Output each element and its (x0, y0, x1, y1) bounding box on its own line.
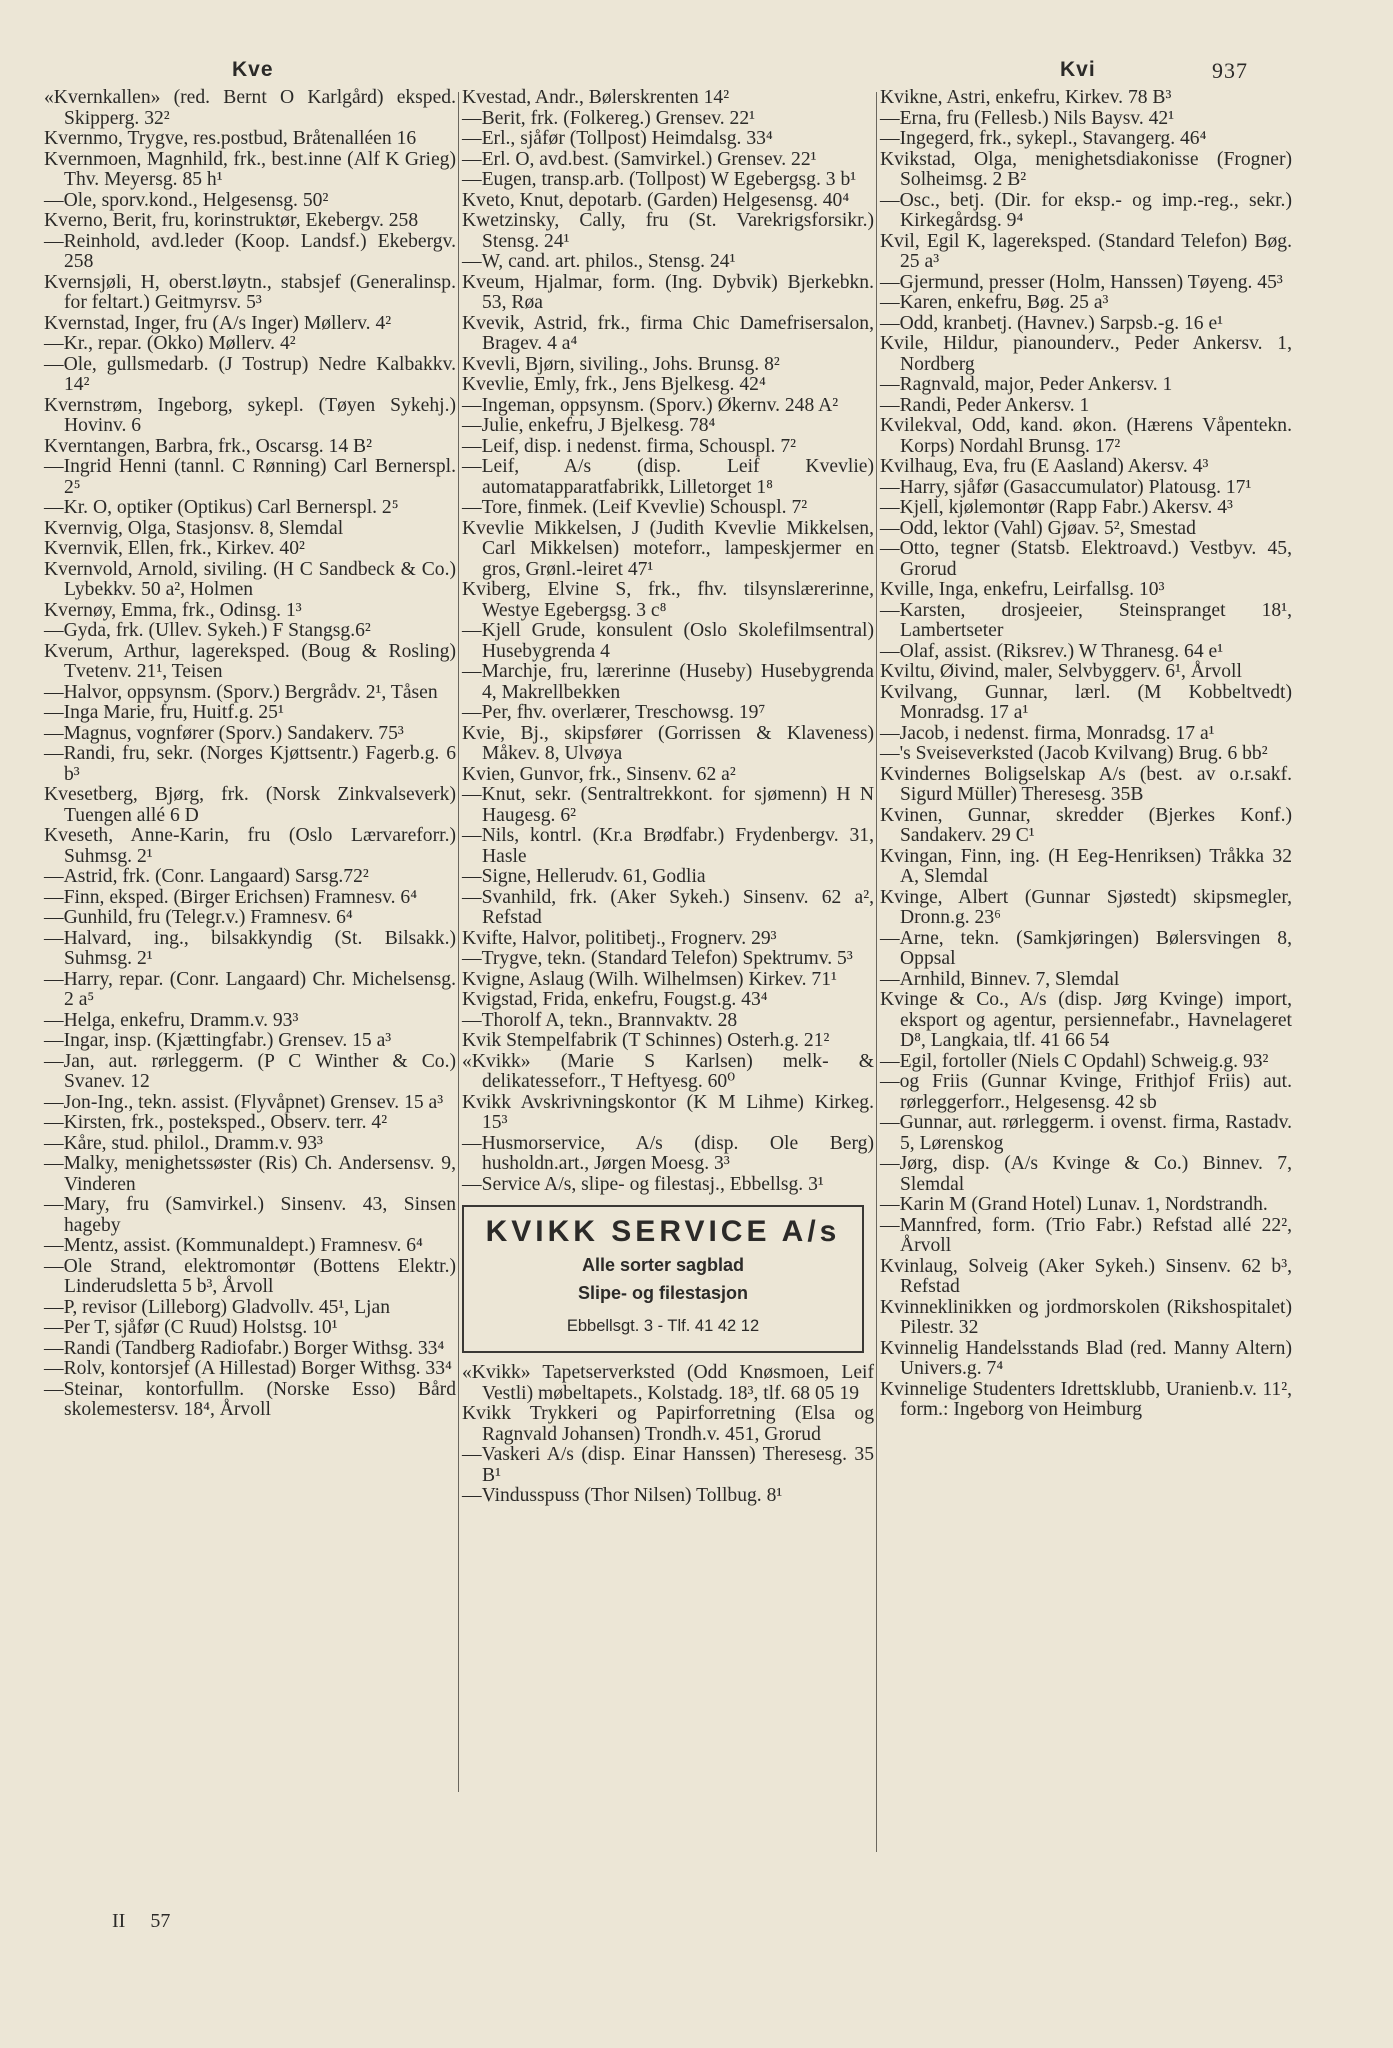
directory-entry: —Erl. O, avd.best. (Samvirkel.) Grensev. 22¹ (462, 148, 817, 170)
directory-entry: —Marchje, fru, lærerinne (Huseby) Husebygrenda 4, Makrellbekken (462, 661, 874, 703)
directory-entry: —Olaf, assist. (Riksrev.) W Thranesg. 64 e¹ (880, 640, 1224, 662)
directory-entry: —Odd, lektor (Vahl) Gjøav. 5², Smestad (880, 517, 1196, 539)
directory-entry: —Odd, kranbetj. (Havnev.) Sarpsb.-g. 16 e¹ (880, 312, 1224, 334)
directory-entry: —Service A/s, slipe- og filestasj., Ebbellsg. 3¹ (462, 1173, 824, 1195)
directory-entry: —Husmorservice, A/s (disp. Ole Berg) husholdn.art., Jørgen Moesg. 3³ (462, 1132, 874, 1174)
directory-entry: Kvien, Gunvor, frk., Sinsenv. 62 a² (462, 763, 736, 785)
directory-entry: —Ole Strand, elektromontør (Bottens Elektr.) Linderudsletta 5 b³, Årvoll (44, 1255, 456, 1297)
directory-entry: Kvifte, Halvor, politibetj., Frognerv. 29³ (462, 927, 777, 949)
directory-entry: «Kvernkallen» (red. Bernt O Karlgård) eksped. Skipperg. 32² (44, 87, 456, 129)
directory-entry: Kvilvang, Gunnar, lærl. (M Kobbeltvedt) Monradsg. 17 a¹ (880, 681, 1292, 723)
directory-entry: —Gjermund, presser (Holm, Hanssen) Tøyeng. 45³ (880, 271, 1283, 293)
directory-entry: —Leif, disp. i nedenst. firma, Schouspl. 7² (462, 435, 797, 457)
directory-entry: Kvernøy, Emma, frk., Odinsg. 1³ (44, 599, 302, 621)
directory-entry: —Erna, fru (Fellesb.) Nils Baysv. 42¹ (880, 107, 1175, 129)
directory-entry: Kvikstad, Olga, menighetsdiakonisse (Frogner) Solheimsg. 2 B² (880, 148, 1292, 190)
directory-entry: —Kjell Grude, konsulent (Oslo Skolefilmsentral) Husebygrenda 4 (462, 620, 874, 662)
directory-entry: Kvinneklinikken og jordmorskolen (Rikshospitalet) Pilestr. 32 (880, 1296, 1292, 1338)
directory-entry: Kvevik, Astrid, frk., firma Chic Damefrisersalon, Bragev. 4 a⁴ (462, 312, 874, 354)
directory-entry: Kvernmo, Trygve, res.postbud, Bråtenalléen 16 (44, 128, 417, 149)
directory-entry: Kvestad, Andr., Bølerskrenten 14² (462, 87, 730, 108)
directory-entry: —Nils, kontrl. (Kr.a Brødfabr.) Frydenbergv. 31, Hasle (462, 825, 874, 867)
directory-entry: —Mary, fru (Samvirkel.) Sinsenv. 43, Sinsen hageby (44, 1194, 456, 1236)
directory-entry: —Randi, fru, sekr. (Norges Kjøttsentr.) Fagerb.g. 6 b³ (44, 743, 456, 785)
directory-entry: —Ingar, insp. (Kjættingfabr.) Grensev. 15 a³ (44, 1030, 392, 1051)
directory-entry: —Trygve, tekn. (Standard Telefon) Spektrumv. 5³ (462, 948, 853, 969)
header-left: Kve (232, 58, 274, 81)
directory-entry: —Erl., sjåfør (Tollpost) Heimdalsg. 33⁴ (462, 128, 773, 149)
directory-entry: Kville, Inga, enkefru, Leirfallsg. 10³ (880, 579, 1165, 600)
directory-entry: —Vindusspuss (Thor Nilsen) Tollbug. 8¹ (462, 1485, 783, 1506)
directory-entry: —Karen, enkefru, Bøg. 25 a³ (880, 292, 1109, 313)
directory-entry: Kvikk Avskrivningskontor (K M Lihme) Kirkeg. 15³ (462, 1091, 874, 1133)
directory-entry: —Jan, aut. rørleggerm. (P C Winther & Co.) Svanev. 12 (44, 1050, 456, 1092)
directory-entry: —Ingrid Henni (tannl. C Rønning) Carl Bernerspl. 2⁵ (44, 456, 456, 498)
directory-entry: —Kåre, stud. philol., Dramm.v. 93³ (44, 1132, 323, 1154)
directory-entry: —Harry, repar. (Conr. Langaard) Chr. Michelsensg. 2 a⁵ (44, 968, 456, 1010)
directory-entry: Kvil, Egil K, lagereksped. (Standard Telefon) Bøg. 25 a³ (880, 230, 1292, 272)
directory-entry: —Signe, Hellerudv. 61, Godlia (462, 866, 706, 887)
directory-entry: Kvindernes Boligselskap A/s (best. av o.r.sakf. Sigurd Müller) Theresesg. 35B (880, 763, 1292, 805)
directory-entry: —Osc., betj. (Dir. for eksp.- og imp.-reg., sekr.) Kirkegårdsg. 9⁴ (880, 189, 1292, 231)
directory-entry: —Jørg, disp. (A/s Kvinge & Co.) Binnev. 7, Slemdal (880, 1153, 1292, 1195)
directory-entry: —W, cand. art. philos., Stensg. 24¹ (462, 251, 736, 272)
directory-entry: —Astrid, frk. (Conr. Langaard) Sarsg.72² (44, 866, 369, 887)
directory-entry: Kvevlie, Emly, frk., Jens Bjelkesg. 42⁴ (462, 374, 766, 395)
directory-entry: —Mentz, assist. (Kommunaldept.) Framnesv. 6⁴ (44, 1235, 423, 1256)
advertisement-box (462, 1205, 864, 1353)
directory-entry: Kvie, Bj., skipsfører (Gorrissen & Klaveness) Måkev. 8, Ulvøya (462, 722, 874, 764)
ad-line-2: Slipe- og filestasjon (577, 1283, 749, 1303)
directory-entry: Kvernmoen, Magnhild, frk., best.inne (Alf K Grieg) Thv. Meyersg. 85 h¹ (44, 148, 456, 190)
directory-entry: Kverno, Berit, fru, korinstruktør, Ekebergv. 258 (44, 210, 419, 231)
directory-entry: Kvile, Hildur, pianounderv., Peder Ankersv. 1, Nordberg (880, 333, 1292, 375)
directory-entry: —og Friis (Gunnar Kvinge, Frithjof Friis) aut. rørleggerforr., Helgesensg. 42 sb (880, 1071, 1292, 1113)
directory-entry: —Vaskeri A/s (disp. Einar Hanssen) Theresesg. 35 B¹ (462, 1444, 874, 1486)
directory-entry: Kvinge, Albert (Gunnar Sjøstedt) skipsmegler, Dronn.g. 23⁶ (880, 886, 1292, 928)
directory-entry: —Kr., repar. (Okko) Møllerv. 4² (44, 333, 296, 354)
directory-entry: —'s Sveiseverksted (Jacob Kvilvang) Brug. 6 bb² (880, 743, 1268, 764)
directory-entry: —P, revisor (Lilleborg) Gladvollv. 45¹, Ljan (44, 1296, 390, 1318)
directory-entry: —Thorolf A, tekn., Brannvaktv. 28 (462, 1009, 738, 1031)
directory-entry: —Ole, gullsmedarb. (J Tostrup) Nedre Kalbakkv. 14² (44, 353, 456, 395)
ad-contact: Ebbellsgt. 3 - Tlf. 41 42 12 (566, 1317, 760, 1335)
directory-entry: Kvingan, Finn, ing. (H Eeg-Henriksen) Tråkka 32 A, Slemdal (880, 845, 1292, 887)
directory-entry: —Gunhild, fru (Telegr.v.) Framnesv. 6⁴ (44, 907, 353, 928)
directory-entry: Kvinen, Gunnar, skredder (Bjerkes Konf.) Sandakerv. 29 C¹ (880, 804, 1292, 846)
directory-entry: —Gunnar, aut. rørleggerm. i ovenst. firma, Rastadv. 5, Lørenskog (880, 1112, 1292, 1154)
column-2 (462, 88, 874, 1507)
directory-entry: —Berit, frk. (Folkereg.) Grensev. 22¹ (462, 107, 755, 129)
directory-entry: Kviltu, Øivind, maler, Selvbyggerv. 6¹, Årvoll (880, 661, 1242, 682)
directory-entry: Kvigne, Aslaug (Wilh. Wilhelmsen) Kirkev. 71¹ (462, 968, 837, 990)
footer-signature: II 57 (112, 1910, 171, 1932)
directory-entry: Kvevli, Bjørn, siviling., Johs. Brunsg. 8² (462, 353, 780, 375)
directory-entry: Kveseth, Anne-Karin, fru (Oslo Lærvareforr.) Suhmsg. 2¹ (44, 825, 456, 867)
column-2-entries (462, 88, 874, 1195)
directory-entry: Kvilekval, Odd, kand. økon. (Hærens Våpentekn. Korps) Nordahl Brunsg. 17² (880, 415, 1292, 457)
directory-entry: Kvernvik, Ellen, frk., Kirkev. 40² (44, 538, 305, 559)
directory-entry: Kvernstrøm, Ingeborg, sykepl. (Tøyen Sykehj.) Hovinv. 6 (44, 394, 456, 436)
directory-entry: —Eugen, transp.arb. (Tollpost) W Egebergsg. 3 b¹ (462, 169, 857, 190)
directory-entry: —Rolv, kontorsjef (A Hillestad) Borger Withsg. 33⁴ (44, 1358, 452, 1379)
column-2-entries-lower (462, 1363, 874, 1507)
directory-entry: Kvernvig, Olga, Stasjonsv. 8, Slemdal (44, 517, 344, 539)
directory-entry: —Finn, eksped. (Birger Erichsen) Framnesv. 6⁴ (44, 886, 418, 908)
ad-line-1: Alle sorter sagblad (581, 1255, 745, 1275)
directory-entry: —Steinar, kontorfullm. (Norske Esso) Bård skolemestersv. 18⁴, Årvoll (44, 1378, 456, 1420)
column-rule-1 (458, 92, 459, 1792)
column-rule-2 (876, 92, 877, 1852)
directory-entry: Kvigstad, Frida, enkefru, Fougst.g. 43⁴ (462, 989, 768, 1010)
directory-entry: —Kirsten, frk., posteksped., Observ. terr. 4² (44, 1112, 388, 1133)
directory-entry: —Per, fhv. overlærer, Treschowsg. 19⁷ (462, 702, 766, 723)
directory-entry: —Kr. O, optiker (Optikus) Carl Bernerspl. 2⁵ (44, 497, 399, 518)
directory-entry: —Gyda, frk. (Ullev. Sykeh.) F Stangsg.6² (44, 620, 371, 641)
directory-entry: —Ingeman, oppsynsm. (Sporv.) Økernv. 248 A² (462, 394, 839, 416)
directory-entry: —Mannfred, form. (Trio Fabr.) Refstad allé 22², Årvoll (880, 1214, 1292, 1256)
column-1 (44, 88, 456, 1421)
directory-entry: —Karin M (Grand Hotel) Lunav. 1, Nordstrandh. (880, 1194, 1268, 1215)
column-3 (880, 88, 1292, 1421)
directory-entry: —Magnus, vognfører (Sporv.) Sandakerv. 75³ (44, 722, 404, 744)
directory-entry: Kviberg, Elvine S, frk., fhv. tilsynslærerinne, Westye Egebergsg. 3 c⁸ (462, 579, 874, 621)
directory-entry: Kvik Stempelfabrik (T Schinnes) Osterh.g. 21² (462, 1030, 830, 1051)
header-mid: Kvi (1060, 58, 1096, 81)
directory-entry: —Leif, A/s (disp. Leif Kvevlie) automatapparatfabrikk, Lilletorget 1⁸ (462, 456, 874, 498)
directory-entry: —Arnhild, Binnev. 7, Slemdal (880, 968, 1120, 990)
directory-entry: —Malky, menighetssøster (Ris) Ch. Andersensv. 9, Vinderen (44, 1153, 456, 1195)
directory-entry: —Randi (Tandberg Radiofabr.) Borger Withsg. 33⁴ (44, 1337, 445, 1359)
directory-entry: Kverntangen, Barbra, frk., Oscarsg. 14 B² (44, 435, 372, 457)
directory-entry: —Halvor, oppsynsm. (Sporv.) Bergrådv. 2¹, Tåsen (44, 681, 438, 703)
directory-entry: —Tore, finmek. (Leif Kvevlie) Schouspl. 7² (462, 497, 808, 518)
directory-entry: Kvernsjøli, H, oberst.løytn., stabsjef (Generalinsp. for feltart.) Geitmyrsv. 5³ (44, 271, 456, 313)
directory-entry: —Arne, tekn. (Samkjøringen) Bølersvingen 8, Oppsal (880, 927, 1292, 969)
directory-entry: Kvevlie Mikkelsen, J (Judith Kvevlie Mikkelsen, Carl Mikkelsen) moteforr., lampeskjermer en gros, Grønl.-leiret 47¹ (462, 517, 874, 580)
directory-entry: Kvilhaug, Eva, fru (E Aasland) Akersv. 4³ (880, 456, 1209, 477)
directory-entry: —Reinhold, avd.leder (Koop. Landsf.) Ekebergv. 258 (44, 230, 456, 272)
directory-entry: —Svanhild, frk. (Aker Sykeh.) Sinsenv. 62 a², Refstad (462, 886, 874, 928)
directory-entry: Kvernstad, Inger, fru (A/s Inger) Møllerv. 4² (44, 312, 392, 334)
directory-entry: —Karsten, drosjeeier, Steinspranget 18¹, Lambertseter (880, 599, 1292, 641)
directory-entry: —Randi, Peder Ankersv. 1 (880, 394, 1090, 416)
directory-entry: Kvikk Trykkeri og Papirforretning (Elsa og Ragnvald Johansen) Trondh.v. 451, Grorud (462, 1403, 874, 1445)
directory-entry: —Harry, sjåfør (Gasaccumulator) Platousg. 17¹ (880, 476, 1252, 498)
directory-entry: —Knut, sekr. (Sentraltrekkont. for sjømenn) H N Haugesg. 6² (462, 784, 874, 826)
directory-entry: —Otto, tegner (Statsb. Elektroavd.) Vestbyv. 45, Grorud (880, 538, 1292, 580)
directory-entry: Kveto, Knut, depotarb. (Garden) Helgesensg. 40⁴ (462, 189, 850, 211)
directory-entry: —Halvard, ing., bilsakkyndig (St. Bilsakk.) Suhmsg. 2¹ (44, 927, 456, 969)
directory-entry: —Jon-Ing., tekn. assist. (Flyvåpnet) Grensev. 15 a³ (44, 1091, 444, 1113)
directory-entry: Kvinlaug, Solveig (Aker Sykeh.) Sinsenv. 62 b³, Refstad (880, 1255, 1292, 1297)
directory-entry: —Inga Marie, fru, Huitf.g. 25¹ (44, 702, 284, 723)
directory-entry: Kvernvold, Arnold, siviling. (H C Sandbeck & Co.) Lybekkv. 50 a², Holmen (44, 558, 456, 600)
directory-entry: Kvikne, Astri, enkefru, Kirkev. 78 B³ (880, 87, 1172, 108)
directory-entry: Kverum, Arthur, lagereksped. (Boug & Rosling) Tvetenv. 21¹, Teisen (44, 640, 456, 682)
directory-entry: —Ole, sporv.kond., Helgesensg. 50² (44, 189, 329, 211)
directory-entry: —Egil, fortoller (Niels C Opdahl) Schweig.g. 93² (880, 1050, 1269, 1072)
directory-entry: —Ragnvald, major, Peder Ankersv. 1 (880, 374, 1173, 395)
directory-entry: Kvinnelige Studenters Idrettsklubb, Uranienb.v. 11², form.: Ingeborg von Heimburg (880, 1378, 1292, 1420)
directory-entry: —Julie, enkefru, J Bjelkesg. 78⁴ (462, 415, 716, 436)
directory-entry: Kvesetberg, Bjørg, frk. (Norsk Zinkvalseverk) Tuengen allé 6 D (44, 784, 456, 826)
directory-entry: Kwetzinsky, Cally, fru (St. Varekrigsforsikr.) Stensg. 24¹ (462, 210, 874, 252)
directory-entry: —Ingegerd, frk., sykepl., Stavangerg. 46⁴ (880, 128, 1207, 149)
directory-entry: —Per T, sjåfør (C Ruud) Holstsg. 10¹ (44, 1317, 338, 1338)
directory-entry: «Kvikk» Tapetserverksted (Odd Knøsmoen, Leif Vestli) møbeltapets., Kolstadg. 18³, tlf. 68 05 19 (462, 1362, 874, 1404)
directory-entry: «Kvikk» (Marie S Karlsen) melk- & delikatesseforr., T Heftyesg. 60⁰ (462, 1050, 874, 1092)
directory-entry: Kvinge & Co., A/s (disp. Jørg Kvinge) import, eksport og agentur, persiennefabr., Havnelageret D⁸, Langkaia, tlf. 41 66 54 (880, 989, 1292, 1051)
directory-entry: Kvinnelig Handelsstands Blad (red. Manny Altern) Univers.g. 7⁴ (880, 1337, 1292, 1379)
ad-title: KVIKK SERVICE A/s (485, 1215, 841, 1248)
directory-entry: —Jacob, i nedenst. firma, Monradsg. 17 a¹ (880, 722, 1215, 744)
directory-entry: —Helga, enkefru, Dramm.v. 93³ (44, 1009, 299, 1031)
directory-entry: —Kjell, kjølemontør (Rapp Fabr.) Akersv. 4³ (880, 497, 1233, 518)
page-number: 937 (1212, 58, 1248, 83)
directory-entry: Kveum, Hjalmar, form. (Ing. Dybvik) Bjerkebkn. 53, Røa (462, 271, 874, 313)
